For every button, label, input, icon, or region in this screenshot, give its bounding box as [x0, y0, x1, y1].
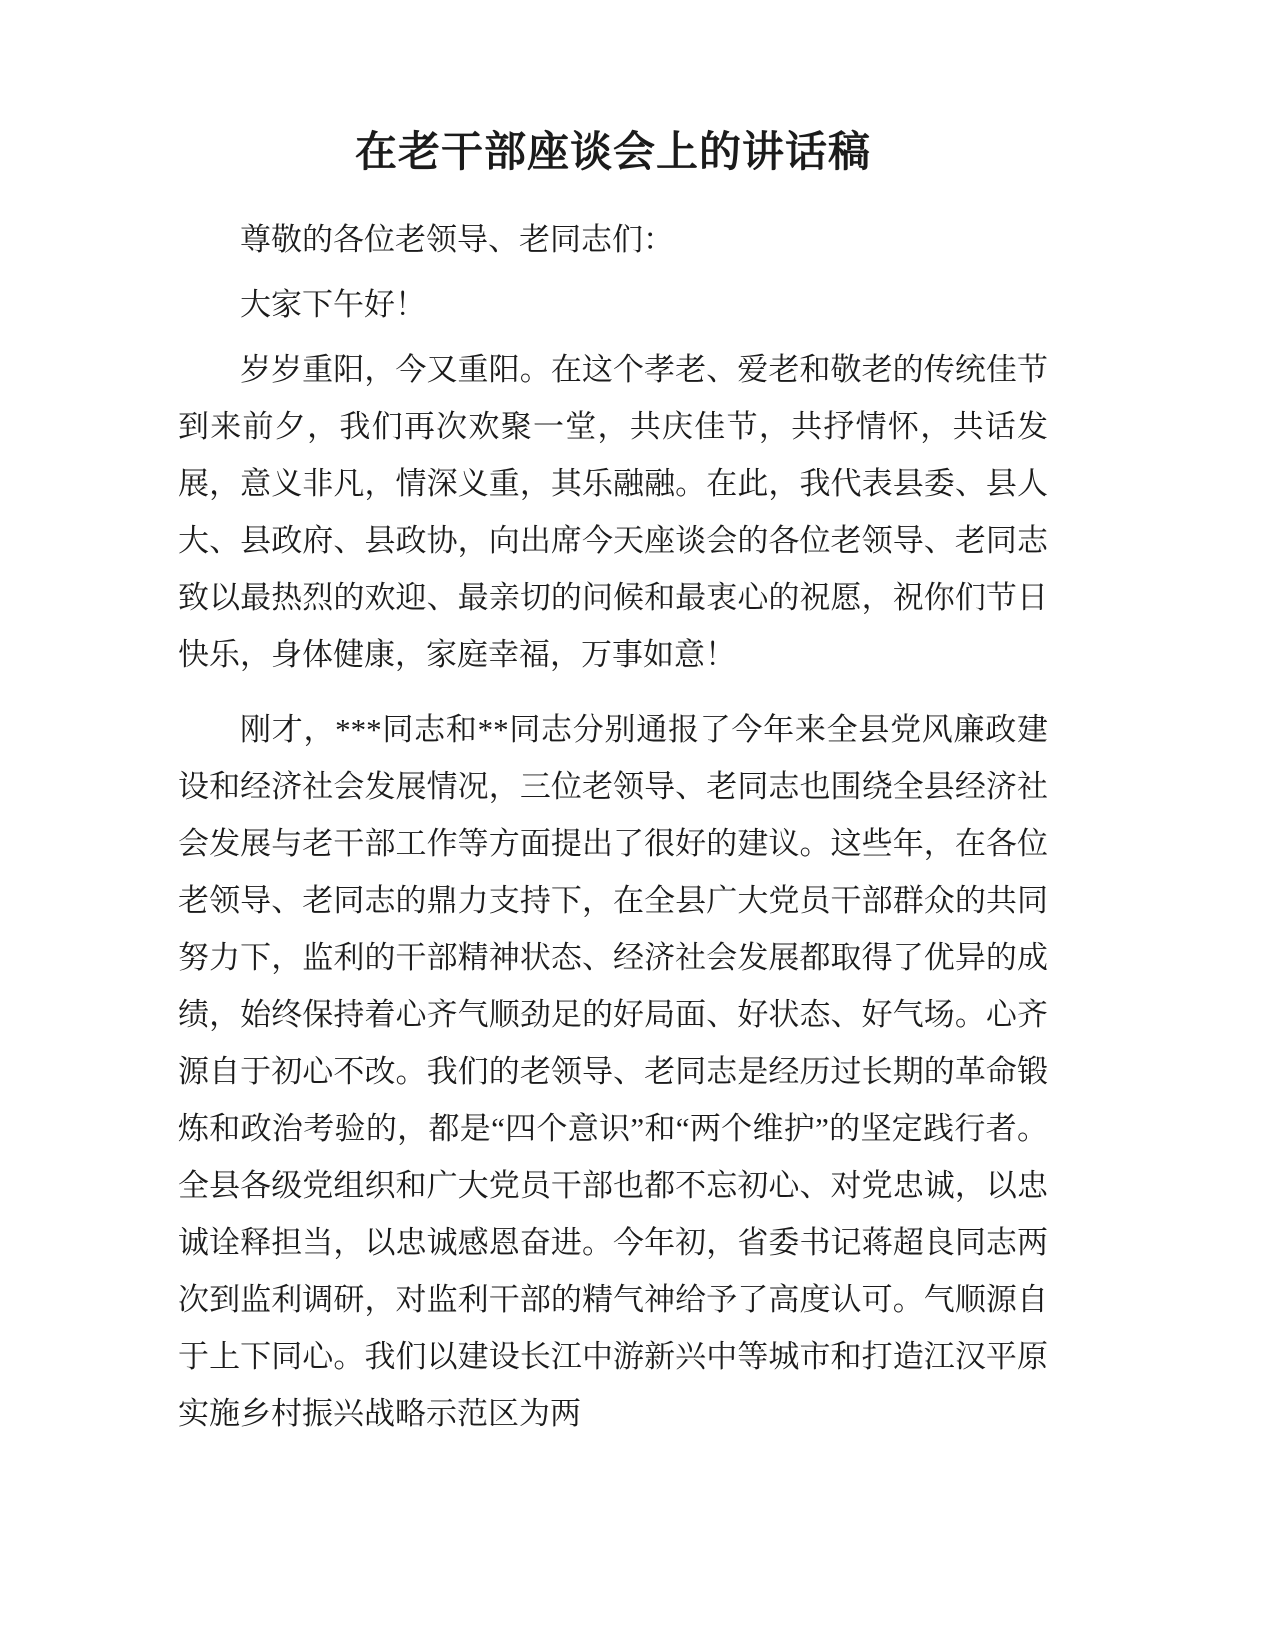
paragraph-opening: 岁岁重阳，今又重阳。在这个孝老、爱老和敬老的传统佳节到来前夕，我们再次欢聚一堂，共庆佳节，共抒情怀，共话发展，意义非凡，情深义重，其乐融融。在此，我代表县委、县人大、县政府、县政协，向出席今天座谈会的各位老领导、老同志致以最热烈的欢迎、最亲切的问候和最衷心的祝愿，祝你们节日快乐，身体健康，家庭幸福，万事如意！ — [178, 351, 1048, 672]
document-title: 在老干部座谈会上的讲话稿 — [354, 130, 871, 176]
paragraph-greeting: 大家下午好！ — [240, 286, 426, 322]
paragraph-salutation: 尊敬的各位老领导、老同志们： — [240, 221, 674, 257]
paragraph-body: 刚才，***同志和**同志分别通报了今年来全县党风廉政建设和经济社会发展情况，三位老领导、老同志也围绕全县经济社会发展与老干部工作等方面提出了很好的建议。这些年，在各位老领导、老同志的鼎力支持下，在全县广大党员干部群众的共同努力下，监利的干部精神状态、经济社会发展都取得了优异的成绩，始终保持着心齐气顺劲足的好局面、好状态、好气场。心齐源自于初心不改。我们的老领导、老同志是经历过长期的革命锻炼和政治考验的，都是“四个意识”和“两个维护”的坚定践行者。全县各级党组织和广大党员干部也都不忘初心、对党忠诚，以忠诚诠释担当，以忠诚感恩奋进。今年初，省委书记蒋超良同志两次到监利调研，对监利干部的精气神给予了高度认可。气顺源自于上下同心。我们以建设长江中游新兴中等城市和打造江汉平原实施乡村振兴战略示范区为两 — [178, 711, 1048, 1431]
